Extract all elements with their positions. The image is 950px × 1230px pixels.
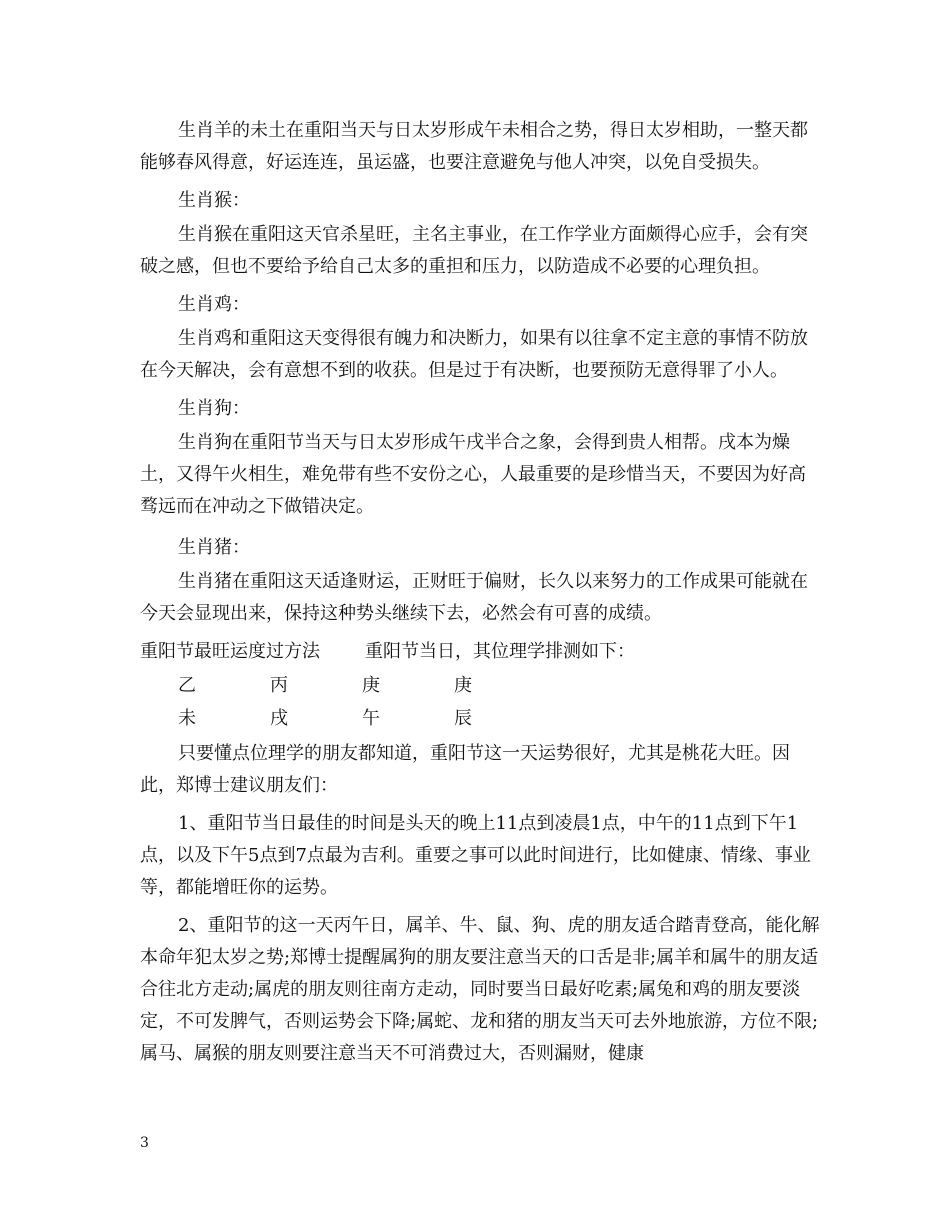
paragraph-rooster: 生肖鸡和重阳这天变得很有魄力和决断力，如果有以往拿不定主意的事情不防放在今天解决，会有意想不到的收获。但是过于有决断，也要预防无意得罪了小人。: [140, 328, 808, 381]
heading-dog: 生肖狗：: [178, 398, 250, 419]
paragraph-monkey: 生肖猴在重阳这天官杀星旺，主名主事业，在工作学业方面颇得心应手，会有突破之感，但也不要给予给自己太多的重担和压力，以防造成不必要的心理负担。: [140, 224, 808, 277]
method-title: 重阳节最旺运度过方法: [140, 641, 320, 662]
ganzhi-stem-2: 丙: [270, 675, 288, 696]
paragraph-sheep: 生肖羊的未土在重阳当天与日太岁形成午未相合之势，得日太岁相助，一整天都能够春风得意，好运连连，虽运盛，也要注意避免与他人冲突，以免自受损失。: [140, 120, 808, 173]
advice-item-2: 2、重阳节的这一天丙午日，属羊、牛、鼠、狗、虎的朋友适合踏青登高，能化解本命年犯太岁之势;郑博士提醒属狗的朋友要注意当天的口舌是非;属羊和属牛的朋友适合往北方走动;属虎的朋友则往南方走动，同时要当日最好吃素;属兔和鸡的朋友要淡定，不可发脾气，否则运势会下降;属蛇、龙和猪的朋友当天可去外地旅游，方位不限;属马、属猴的朋友则要注意当天不可消费过大，否则漏财，健康: [140, 915, 820, 1064]
ganzhi-branch-1: 未: [178, 708, 196, 729]
advice-intro: 只要懂点位理学的朋友都知道，重阳节这一天运势很好，尤其是桃花大旺。因此，郑博士建议朋友们：: [140, 743, 790, 796]
advice-item-1: 1、重阳节当日最佳的时间是头天的晚上11点到凌晨1点，中午的11点到下午1点，以及下午5点到7点最为吉利。重要之事可以此时间进行，比如健康、情缘、事业等，都能增旺你的运势。: [140, 813, 811, 898]
paragraph-dog: 生肖狗在重阳节当天与日太岁形成午戌半合之象，会得到贵人相帮。戌本为燥土，又得午火相生，难免带有些不安份之心，人最重要的是珍惜当天，不要因为好高骛远而在冲动之下做错决定。: [140, 432, 806, 517]
ganzhi-branch-4: 辰: [454, 708, 472, 729]
ganzhi-stem-4: 庚: [454, 675, 472, 696]
ganzhi-branch-3: 午: [362, 708, 380, 729]
heading-monkey: 生肖猴：: [178, 190, 250, 211]
paragraph-pig: 生肖猪在重阳这天适逢财运，正财旺于偏财，长久以来努力的工作成果可能就在今天会显现出来，保持这种势头继续下去，必然会有可喜的成绩。: [140, 571, 808, 624]
heading-rooster: 生肖鸡：: [178, 294, 250, 315]
method-intro: 重阳节当日，其位理学排测如下：: [365, 641, 635, 662]
ganzhi-stem-3: 庚: [362, 675, 380, 696]
page-number: 3: [140, 1135, 149, 1151]
heading-pig: 生肖猪：: [178, 537, 250, 558]
ganzhi-stem-1: 乙: [178, 675, 196, 696]
ganzhi-branch-2: 戌: [270, 708, 288, 729]
